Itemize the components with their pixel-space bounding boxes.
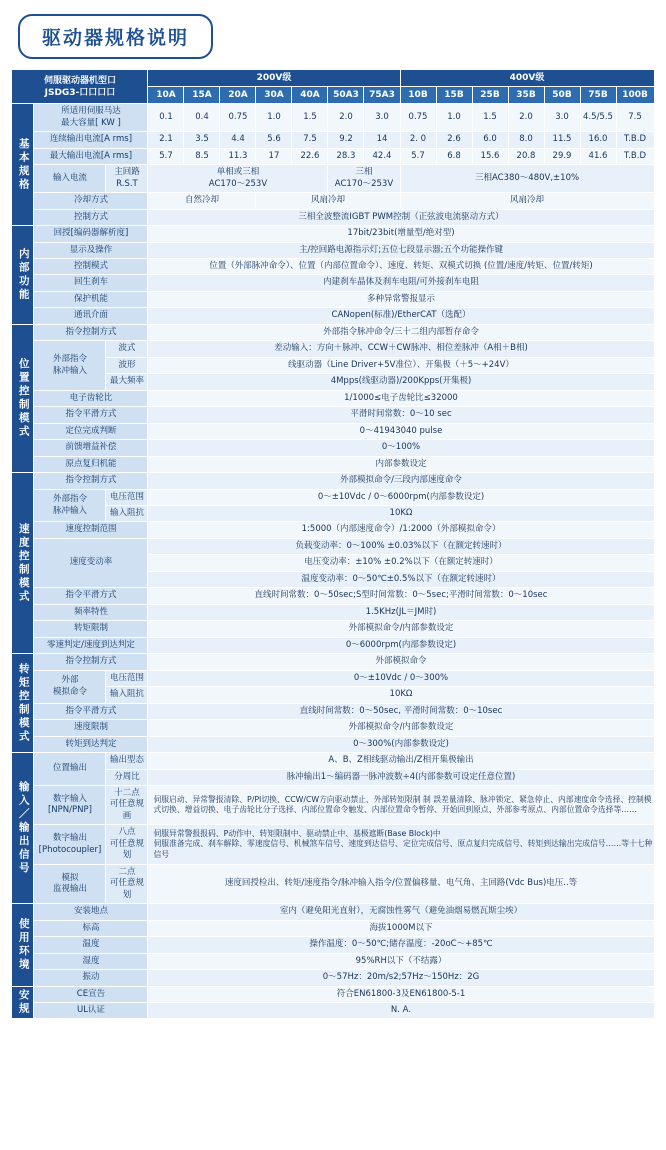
label-trq-reach: 转矩到达判定 [34,736,148,752]
cell: 14 [364,132,400,148]
label-main-circuit [106,165,148,193]
cell-trq-impedance: 10KΩ [148,687,654,703]
label-digital-input-l2: [NPN/PNP] [47,805,92,816]
cell: 3.0 [364,104,400,132]
row-spd-torque-limit [12,621,654,637]
row-pos-out-divide [12,769,654,785]
cell-homing: 内部参数设定 [148,456,654,472]
cell: 6.0 [472,132,508,148]
label-cont-current: 连续输出电流[A rms] [34,132,148,148]
cell: 11.3 [220,148,256,164]
label-spd-impedance: 输入阻抗 [106,506,148,522]
label-cooling: 冷却方式 [34,193,148,209]
label-spd-smooth: 指令平滑方式 [34,588,148,604]
label-pos-ext-pulse-l2: 脉冲输入 [52,365,87,376]
col-200-1: 15A [184,87,220,104]
label-trq-volt-range: 电压范围 [106,670,148,686]
cell-cooling-natural: 自然冷却 [148,193,256,209]
label-analog-monitor-l2: 监视输出 [52,883,87,894]
cell-spd-smooth: 直线时间常数：0～50sec;S型时间常数：0～5sec;平滑时间常数：0～10sec [148,588,654,604]
label-control-modes: 控制模式 [34,258,148,274]
cell: 4.5/5.5 [580,104,616,132]
cell: 0.1 [148,104,184,132]
cell-divide-ratio: 脉冲输出1～编码器一脉冲波数÷4(内部参数可设定任意位置) [148,769,654,785]
label-digital-output-points [106,825,148,864]
label-digital-input-l1: 数字输入 [52,793,87,804]
cell-comm: CANopen(标准)/EtherCAT（选配） [148,308,654,324]
cell: 1.0 [256,104,292,132]
label-egear: 电子齿轮比 [34,390,148,406]
label-feedforward: 前馈增益补偿 [34,440,148,456]
row-pos-cmd-method [12,324,654,340]
cell: 17 [256,148,292,164]
row-comm [12,308,654,324]
cell-temperature: 操作温度：0～50℃;储存温度：-20oC～+85℃ [148,937,654,953]
cell: 20.8 [508,148,544,164]
cell: 8.0 [508,132,544,148]
label-spd-ext-pulse-l1: 外部指令 [52,494,87,505]
cell-pos-wave-form: 线驱动器（Line Driver+5V准位）、开集极（＋5～+24V） [148,357,654,373]
main-1p3p-l1: 单相或三相 [216,167,260,178]
row-analog-monitor [12,864,654,903]
cell-trq-speed-limit: 外部模拟命令/内部参数设定 [148,720,654,736]
cell: 8.5 [184,148,220,164]
label-pos-ext-pulse-l1: 外部指令 [52,354,87,365]
label-trq-speed-limit: 速度限制 [34,720,148,736]
label-spd-zero-reach: 零速判定/速度到达判定 [34,637,148,653]
cell-output-type: A、B、Z相线驱动输出/Z相开集极输出 [148,753,654,769]
row-ul [12,1003,654,1019]
cell-pos-max-freq: 4Mpps(线驱动器)/200Kpps(开集极) [148,374,654,390]
label-display: 显示及操作 [34,242,148,258]
cell-spd-freq-resp: 1.5KHz(JL＝JM时) [148,604,654,620]
label-digital-input [34,785,106,824]
row-temperature [12,937,654,953]
label-regen-brake: 回生刹车 [34,275,148,291]
row-feedforward [12,440,654,456]
cell-spd-impedance: 10KΩ [148,506,654,522]
row-vibration [12,970,654,986]
cell: 2.0 [508,104,544,132]
cell-humidity: 95%RH以下（不结露） [148,953,654,969]
cell-spd-reg-load: 负载变动率：0～100% ±0.03%以下（在额定转速时） [148,538,654,554]
row-pos-max-freq [12,374,654,390]
label-spd-volt-range: 电压范围 [106,489,148,505]
row-pos-out-type [12,753,654,769]
section-internal: 内部功能 [12,226,34,325]
model-label-line2: JSDG3-口口口口 [44,87,116,98]
label-temperature: 温度 [34,937,148,953]
main-3p-l1: 三相 [355,167,373,178]
row-install-site [12,904,654,920]
cell-digital-output-l2: 伺服准备完成、刹车解除、零速度信号、机械煞车信号、速度到达信号、定位完成信号、原点复归完成信号、转矩到达输出完成信号……等十七种信号 [153,839,653,859]
cell-ce: 符合EN61800-3及EN61800-5-1 [148,986,654,1002]
cell: 16.0 [580,132,616,148]
cell-spd-volt-range: 0～±10Vdc / 0～6000rpm(内部参数设定) [148,489,654,505]
cell-control-method: 三相全波整流IGBT PWM控制（正弦波电流驱动方式） [148,209,654,225]
spec-table [11,69,654,1019]
cell-pos-wave-type: 差动输入：方向＋脉冲、CCW＋CW脉冲、相位差脉冲（A相＋B相) [148,341,654,357]
label-pos-max-freq: 最大频率 [106,374,148,390]
cell-regen-brake: 内建刹车晶体及刹车电阻/可外接刹车电阻 [148,275,654,291]
label-altitude: 标高 [34,920,148,936]
row-control-modes [12,258,654,274]
section-basic: 基本规格 [12,104,34,226]
label-motor-capacity [34,104,148,132]
label-spd-cmd-method: 指令控制方式 [34,473,148,489]
row-digital-input [12,785,654,824]
cell: 7.5 [292,132,328,148]
label-digital-output-points-l1: 八点 [118,827,136,838]
col-200-6: 75A3 [364,87,400,104]
cell: 2.1 [148,132,184,148]
row-regen-brake [12,275,654,291]
label-trq-analog [34,670,106,703]
label-spd-range: 速度控制范围 [34,522,148,538]
cell-cooling-fan-400: 风扇冷却 [400,193,654,209]
row-spd-impedance [12,506,654,522]
label-digital-input-points [106,785,148,824]
row-spd-reg-load [12,538,654,554]
row-spd-zero-reach [12,637,654,653]
label-max-current: 最大输出电流[A rms] [34,148,148,164]
label-digital-output-l1: 数字输出 [52,833,87,844]
label-vibration: 振动 [34,970,148,986]
row-max-current [12,148,654,164]
cell-display: 主/控回路电源指示灯;五位七段显示器;五个功能操作键 [148,242,654,258]
cell: 28.3 [328,148,364,164]
cell: 2.6 [436,132,472,148]
col-400-1: 15B [436,87,472,104]
row-trq-volt-range [12,670,654,686]
label-pos-smooth: 指令平滑方式 [34,407,148,423]
label-comm: 通讯介面 [34,308,148,324]
cell-control-modes: 位置（外部脉冲命令）、位置（内部位置命令）、速度、转矩、双模式切换 (位置/速度/转矩、位置/转矩) [148,258,654,274]
label-pos-wave-type: 波式 [106,341,148,357]
label-analog-monitor-points-l1: 二点 [118,866,136,877]
section-position: 位置控制模式 [12,324,34,472]
model-label-line1: 伺服驱动器机型口 [43,75,116,86]
cell-feedforward: 0～100% [148,440,654,456]
row-spd-smooth [12,588,654,604]
col-200-0: 10A [148,87,184,104]
label-output-type: 输出型态 [106,753,148,769]
label-control-method: 控制方式 [34,209,148,225]
cell-main-400: 三相AC380～480V,±10% [400,165,654,193]
cell: 22.6 [292,148,328,164]
row-encoder [12,226,654,242]
cell-trq-volt-range: 0～±10Vdc / 0～300% [148,670,654,686]
cell: 15.6 [472,148,508,164]
label-analog-monitor-points-l2: 可任意规划 [109,878,144,900]
label-motor-capacity-l1: 所适用伺服马达 [61,106,121,117]
cell: 2. 0 [400,132,436,148]
label-trq-smooth: 指令平滑方式 [34,703,148,719]
row-ce [12,986,654,1002]
cell-ul: N. A. [148,1003,654,1019]
label-digital-output-points-l2: 可任意规划 [109,838,144,861]
cell-trq-cmd-method: 外部模拟命令 [148,654,654,670]
row-egear [12,390,654,406]
cell-trq-reach: 0～300%(内部参数设定) [148,736,654,752]
page-title: 驱动器规格说明 [42,27,190,49]
col-200-3: 30A [256,87,292,104]
cell-pos-smooth: 平滑时间常数：0～10 sec [148,407,654,423]
row-pos-smooth [12,407,654,423]
label-pos-wave-form: 波形 [106,357,148,373]
cell-pos-cmd-method: 外部指令脉冲命令/三十二组内部暂存命令 [148,324,654,340]
cell: 9.2 [328,132,364,148]
cell: 6.8 [436,148,472,164]
cell-protection: 多种异常警报显示 [148,291,654,307]
label-pos-complete: 定位完成判断 [34,423,148,439]
cell-main-1p3p [148,165,328,193]
label-spd-ext-pulse [34,489,106,522]
cell-encoder: 17bit/23bit(增量型/绝对型) [148,226,654,242]
cell: T.B.D [616,148,654,164]
cell-pos-complete: 0～41943040 pulse [148,423,654,439]
label-encoder: 回授[编码器解析度] [34,226,148,242]
label-input-current: 输入电流 [34,165,106,193]
cell-cooling-fan-200: 风扇冷却 [256,193,400,209]
cell: T.B.D [616,132,654,148]
label-digital-output [34,825,106,864]
col-400-5: 75B [580,87,616,104]
cell: 5.7 [148,148,184,164]
cell-spd-zero-reach: 0～6000rpm(内部参数设定) [148,637,654,653]
label-main-circuit-l1: 主回路 [114,167,140,178]
cell: 2.0 [328,104,364,132]
cell: 29.9 [544,148,580,164]
label-trq-analog-l2: 模拟命令 [52,686,87,697]
cell: 1.5 [292,104,328,132]
row-digital-output [12,825,654,864]
cell: 3.0 [544,104,580,132]
label-ce: CE宣告 [34,986,148,1002]
label-install-site: 安装地点 [34,904,148,920]
cell-spd-reg-volt: 电压变动率：±10% ±0.2%以下（在额定转速时） [148,555,654,571]
row-humidity [12,953,654,969]
label-trq-analog-l1: 外部 [61,675,79,686]
cell-digital-input: 伺服启动、异常警报清除、P/PI切换、CCW/CW方向驱动禁止、外部转矩限制 制 誤差量清除、脉冲锁定、紧急停止、内部速度命令选择、控制模式切换、增益切换、电子齿轮比分子选择、内部位置命令触发、内部位置命令暂停、开始回到原点、外部参考原点、内部位置命令选择等…… [148,785,654,824]
section-speed: 速度控制模式 [12,473,34,654]
row-protection [12,291,654,307]
cell-trq-smooth: 直线时间常数：0～50sec, 平滑时间常数：0～10sec [148,703,654,719]
cell: 5.6 [256,132,292,148]
main-3p-l2: AC170～253V [334,178,394,189]
row-spd-cmd-method [12,473,654,489]
main-1p3p-l2: AC170～253V [208,178,268,189]
row-input-current [12,165,654,193]
row-spd-freq-resp [12,604,654,620]
row-trq-impedance [12,687,654,703]
cell-digital-output-l1: 伺服异常警报报码、P动作中、转矩限制中、驱动禁止中、基极遮断(Base Block)中 [153,828,441,838]
label-analog-monitor-l1: 模拟 [61,872,79,883]
cell-install-site: 室内（避免阳光直射），无腐蚀性雾气（避免油烟易燃瓦斯尘埃） [148,904,654,920]
page-title-box [18,14,213,59]
label-pos-ext-pulse [34,341,106,390]
cell: 41.6 [580,148,616,164]
cell-spd-range: 1:5000（内部速度命令）/1:2000（外部模拟命令） [148,522,654,538]
bottom-spacer [0,1019,666,1023]
label-trq-cmd-method: 指令控制方式 [34,654,148,670]
row-altitude [12,920,654,936]
label-humidity: 湿度 [34,953,148,969]
label-protection: 保护机能 [34,291,148,307]
cell: 5.7 [400,148,436,164]
cell-egear: 1/1000≤电子齿轮比≤32000 [148,390,654,406]
row-display [12,242,654,258]
col-400-6: 100B [616,87,654,104]
row-trq-speed-limit [12,720,654,736]
cell: 1.0 [436,104,472,132]
cell: 0.75 [220,104,256,132]
row-trq-smooth [12,703,654,719]
col-200-5: 50A3 [328,87,364,104]
label-spd-freq-resp: 频率特性 [34,604,148,620]
label-main-circuit-l2: R.S.T [116,178,138,189]
cell: 0.4 [184,104,220,132]
col-400-4: 50B [544,87,580,104]
label-spd-regulation: 速度变动率 [34,538,148,587]
label-pos-cmd-method: 指令控制方式 [34,324,148,340]
cell: 4.4 [220,132,256,148]
section-torque: 转矩控制模式 [12,654,34,753]
cell: 11.5 [544,132,580,148]
row-cont-current [12,132,654,148]
row-spd-volt-range [12,489,654,505]
group-400v: 400V级 [400,70,654,87]
col-200-2: 20A [220,87,256,104]
cell: 7.5 [616,104,654,132]
cell: 3.5 [184,132,220,148]
section-safety: 安规 [12,986,34,1019]
cell-spd-cmd-method: 外部模拟命令/三段内部速度命令 [148,473,654,489]
label-digital-input-points-l2: 可任意规画 [109,799,144,821]
row-control-method [12,209,654,225]
section-io: 输入／输出信号 [12,753,34,904]
label-motor-capacity-l2: 最大容量[ KW ] [61,117,121,128]
label-spd-ext-pulse-l2: 脉冲输入 [52,505,87,516]
col-400-0: 10B [400,87,436,104]
row-spd-range [12,522,654,538]
cell: 1.5 [472,104,508,132]
label-position-output: 位置输出 [34,753,106,786]
label-trq-impedance: 输入阻抗 [106,687,148,703]
cell-main-3p [328,165,400,193]
row-cooling [12,193,654,209]
label-ul: UL认证 [34,1003,148,1019]
cell-altitude: 海拔1000M以下 [148,920,654,936]
section-env: 使用环境 [12,904,34,986]
page-title-wrap [0,0,666,69]
col-200-4: 40A [292,87,328,104]
label-divide-ratio: 分周比 [106,769,148,785]
label-digital-output-l2: [Photocoupler] [38,844,102,855]
row-pos-pulse-form [12,357,654,373]
label-digital-input-points-l1: 十二点 [114,787,140,798]
cell: 42.4 [364,148,400,164]
table-header-row-1 [12,70,654,87]
cell: 0.75 [400,104,436,132]
row-pos-pulse-wave [12,341,654,357]
col-400-3: 35B [508,87,544,104]
cell-analog-monitor: 速度回授检出、转矩/速度指令/脉冲输入指令/位置偏移量、电气角、主回路(Vdc Bus)电压..等 [148,864,654,903]
row-motor-capacity [12,104,654,132]
label-analog-monitor [34,864,106,903]
label-homing: 原点复归机能 [34,456,148,472]
col-400-2: 25B [472,87,508,104]
row-pos-complete [12,423,654,439]
label-spd-torque-limit: 转矩限制 [34,621,148,637]
row-trq-cmd-method [12,654,654,670]
cell-spd-reg-temp: 温度变动率：0～50℃±0.5%以下（在额定转速时） [148,571,654,587]
label-analog-monitor-points [106,864,148,903]
row-trq-reach [12,736,654,752]
cell-spd-torque-limit: 外部模拟命令/内部参数设定 [148,621,654,637]
cell-digital-output [148,825,654,864]
group-200v: 200V级 [148,70,400,87]
cell-vibration: 0～57Hz：20m/s2;57Hz～150Hz：2G [148,970,654,986]
row-homing [12,456,654,472]
